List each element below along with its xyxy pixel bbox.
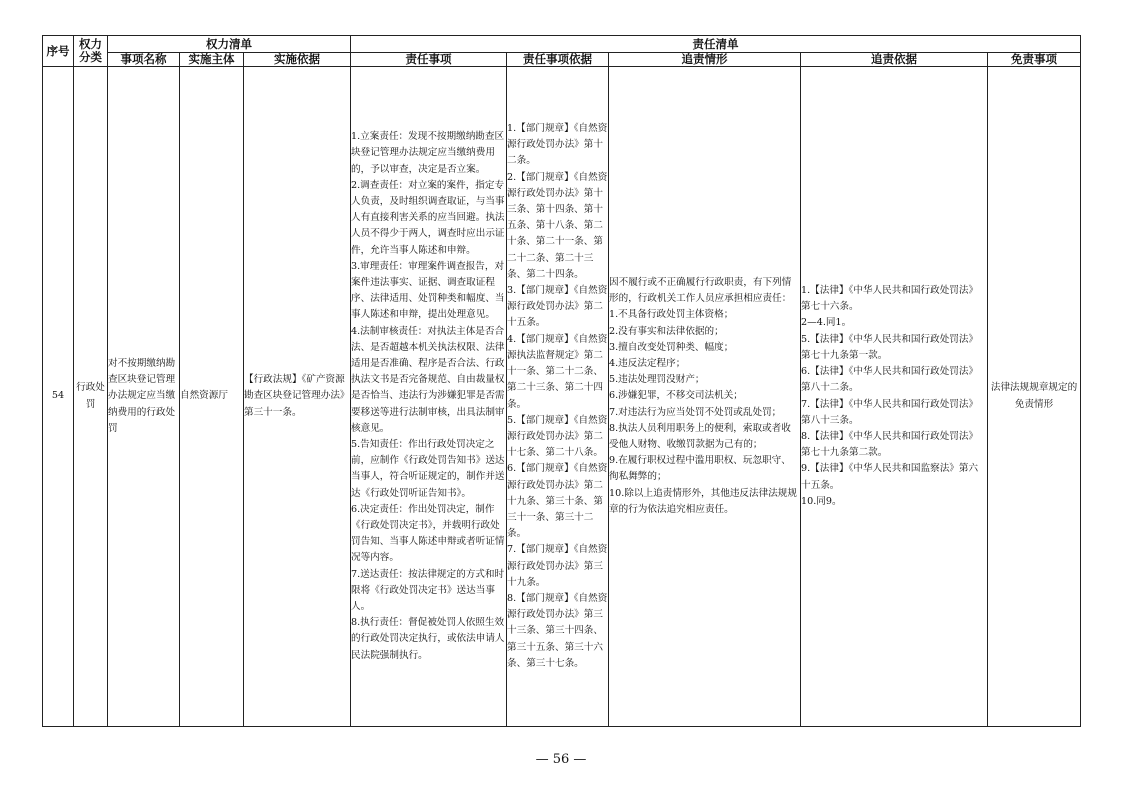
duty-item: 5.告知责任：作出行政处罚决定之前，应制作《行政处罚告知书》送达当事人，符合听证规定的，制作并送达《行政处罚听证告知书》。 bbox=[351, 439, 505, 499]
accountability-basis-item: 8.【法律】《中华人民共和国行政处罚法》第七十九条第二款。 bbox=[801, 430, 979, 459]
cell-seq: 54 bbox=[43, 67, 74, 727]
duty-item: 1.立案责任：发现不按期缴纳勘查区块登记管理办法规定应当缴纳费用的，予以审查，决定是否立案。 bbox=[351, 131, 505, 175]
duty-basis-item: 5.【部门规章】《自然资源行政处罚办法》第二十七条、第二十八条。 bbox=[507, 414, 608, 459]
accountability-item: 6.涉嫌犯罪，不移交司法机关； bbox=[609, 390, 743, 402]
duty-item: 3.审理责任：审理案件调查报告，对案件违法事实、证据、调查取证程序、法律适用、处罚种类和幅度、当事人陈述和申辩，提出处理意见。 bbox=[351, 260, 505, 321]
accountability-item: 9.在履行职权过程中滥用职权、玩忽职守、徇私舞弊的； bbox=[609, 455, 791, 483]
accountability-basis-item: 7.【法律】《中华人民共和国行政处罚法》第八十三条。 bbox=[801, 398, 979, 426]
header-duty-item: 责任事项 bbox=[351, 53, 507, 67]
header-exemption: 免责事项 bbox=[988, 53, 1081, 67]
accountability-item: 4.违反法定程序； bbox=[609, 357, 686, 369]
duty-item: 2.调查责任：对立案的案件，指定专人负责，及时组织调查取证，与当事人有直接利害关系的应当回避。执法人员不得少于两人，调查时应出示证件，允许当事人陈述和申辩。 bbox=[351, 179, 505, 256]
accountability-item: 7.对违法行为应当处罚不处罚或乱处罚； bbox=[609, 406, 782, 418]
duty-basis-item: 1.【部门规章】《自然资源行政处罚办法》第十二条。 bbox=[507, 123, 608, 167]
header-duty-basis: 责任事项依据 bbox=[507, 53, 609, 67]
cell-duty-basis bbox=[507, 67, 609, 727]
accountability-basis-item: 2—4.同1。 bbox=[801, 317, 852, 329]
cell-duty-items bbox=[351, 67, 507, 727]
duty-basis-item: 2.【部门规章】《自然资源行政处罚办法》第十三条、第十四条、第十五条、第十八条、第二十条、第二十一条、第二十二条、第二十三条、第二十四条。 bbox=[507, 171, 608, 280]
header-item-name: 事项名称 bbox=[108, 53, 180, 67]
cell-basis: 【行政法规】《矿产资源勘查区块登记管理办法》第三十一条。 bbox=[244, 67, 351, 727]
accountability-item: 10.除以上追责情形外，其他违反法律法规规章的行为依法追究相应责任。 bbox=[609, 487, 797, 515]
duty-item: 7.送达责任：按法律规定的方式和时限将《行政处罚决定书》送达当事人。 bbox=[351, 568, 505, 613]
header-basis: 实施依据 bbox=[244, 53, 351, 67]
accountability-basis-item: 5.【法律】《中华人民共和国行政处罚法》第七十九条第一款。 bbox=[801, 333, 979, 361]
duty-basis-item: 4.【部门规章】《自然资源执法监督规定》第二十一条、第二十二条、第二十三条、第二十四条。 bbox=[507, 333, 608, 410]
cell-exemption: 法律法规规章规定的免责情形 bbox=[988, 67, 1081, 727]
header-row-2 bbox=[43, 53, 1081, 67]
duty-basis-item: 6.【部门规章】《自然资源行政处罚办法》第二十九条、第三十条、第三十一条、第三十二条。 bbox=[507, 463, 608, 540]
page-number: — 56 — bbox=[535, 752, 587, 767]
cell-power-class: 行政处罚 bbox=[74, 67, 108, 727]
cell-item-name: 对不按期缴纳勘查区块登记管理办法规定应当缴纳费用的行政处罚 bbox=[108, 67, 180, 727]
duty-basis-item: 3.【部门规章】《自然资源行政处罚办法》第二十五条。 bbox=[507, 285, 608, 329]
header-accountability: 追责情形 bbox=[609, 53, 801, 67]
accountability-basis-item: 1.【法律】《中华人民共和国行政处罚法》第七十六条。 bbox=[801, 285, 979, 313]
accountability-item: 5.违法处理罚没财产； bbox=[609, 374, 705, 386]
accountability-item: 8.执法人员利用职务上的便利，索取或者收受他人财物、收缴罚款据为己有的； bbox=[609, 422, 791, 450]
header-power-class: 权力分类 bbox=[74, 36, 108, 67]
header-row-1 bbox=[43, 36, 1081, 53]
accountability-basis-item: 9.【法律】《中华人民共和国监察法》第六十五条。 bbox=[801, 463, 979, 491]
header-power-list: 权力清单 bbox=[108, 36, 351, 53]
accountability-item: 3.擅自改变处罚种类、幅度； bbox=[609, 341, 734, 353]
header-seq: 序号 bbox=[43, 36, 74, 67]
duty-basis-item: 7.【部门规章】《自然资源行政处罚办法》第三十九条。 bbox=[507, 544, 608, 588]
duty-item: 4.法制审核责任：对执法主体是否合法、是否超越本机关执法权限、法律适用是否准确、程序是否合法、行政执法文书是否完备规范、自由裁量权是否恰当、违法行为涉嫌犯罪是否需要移送等进行法制审核，出具法制审核意见。 bbox=[351, 325, 505, 434]
cell-accountability-basis bbox=[801, 67, 988, 727]
accountability-item: 2.没有事实和法律依据的； bbox=[609, 325, 724, 337]
duty-item: 6.决定责任：作出处罚决定，制作《行政处罚决定书》，并载明行政处罚告知、当事人陈述申辩或者听证情况等内容。 bbox=[351, 503, 505, 564]
accountability-item: 1.不具备行政处罚主体资格； bbox=[609, 309, 734, 321]
accountability-item: 因不履行或不正确履行行政职责，有下列情形的，行政机关工作人员应承担相应责任： bbox=[609, 276, 792, 305]
table-row bbox=[43, 67, 1081, 727]
cell-accountability bbox=[609, 67, 801, 727]
cell-subject: 自然资源厅 bbox=[180, 67, 244, 727]
duty-basis-item: 8.【部门规章】《自然资源行政处罚办法》第三十三条、第三十四条、第三十五条、第三十六条、第三十七条。 bbox=[507, 592, 608, 669]
header-duty-list: 责任清单 bbox=[351, 36, 1081, 53]
accountability-basis-item: 10.同9。 bbox=[801, 495, 842, 507]
duty-item: 8.执行责任：督促被处罚人依照生效的行政处罚决定执行，或依法申请人民法院强制执行。 bbox=[351, 617, 505, 661]
header-accountability-basis: 追责依据 bbox=[801, 53, 988, 67]
power-duty-table bbox=[42, 35, 1081, 727]
accountability-basis-item: 6.【法律】《中华人民共和国行政处罚法》第八十二条。 bbox=[801, 366, 979, 394]
header-subject: 实施主体 bbox=[180, 53, 244, 67]
